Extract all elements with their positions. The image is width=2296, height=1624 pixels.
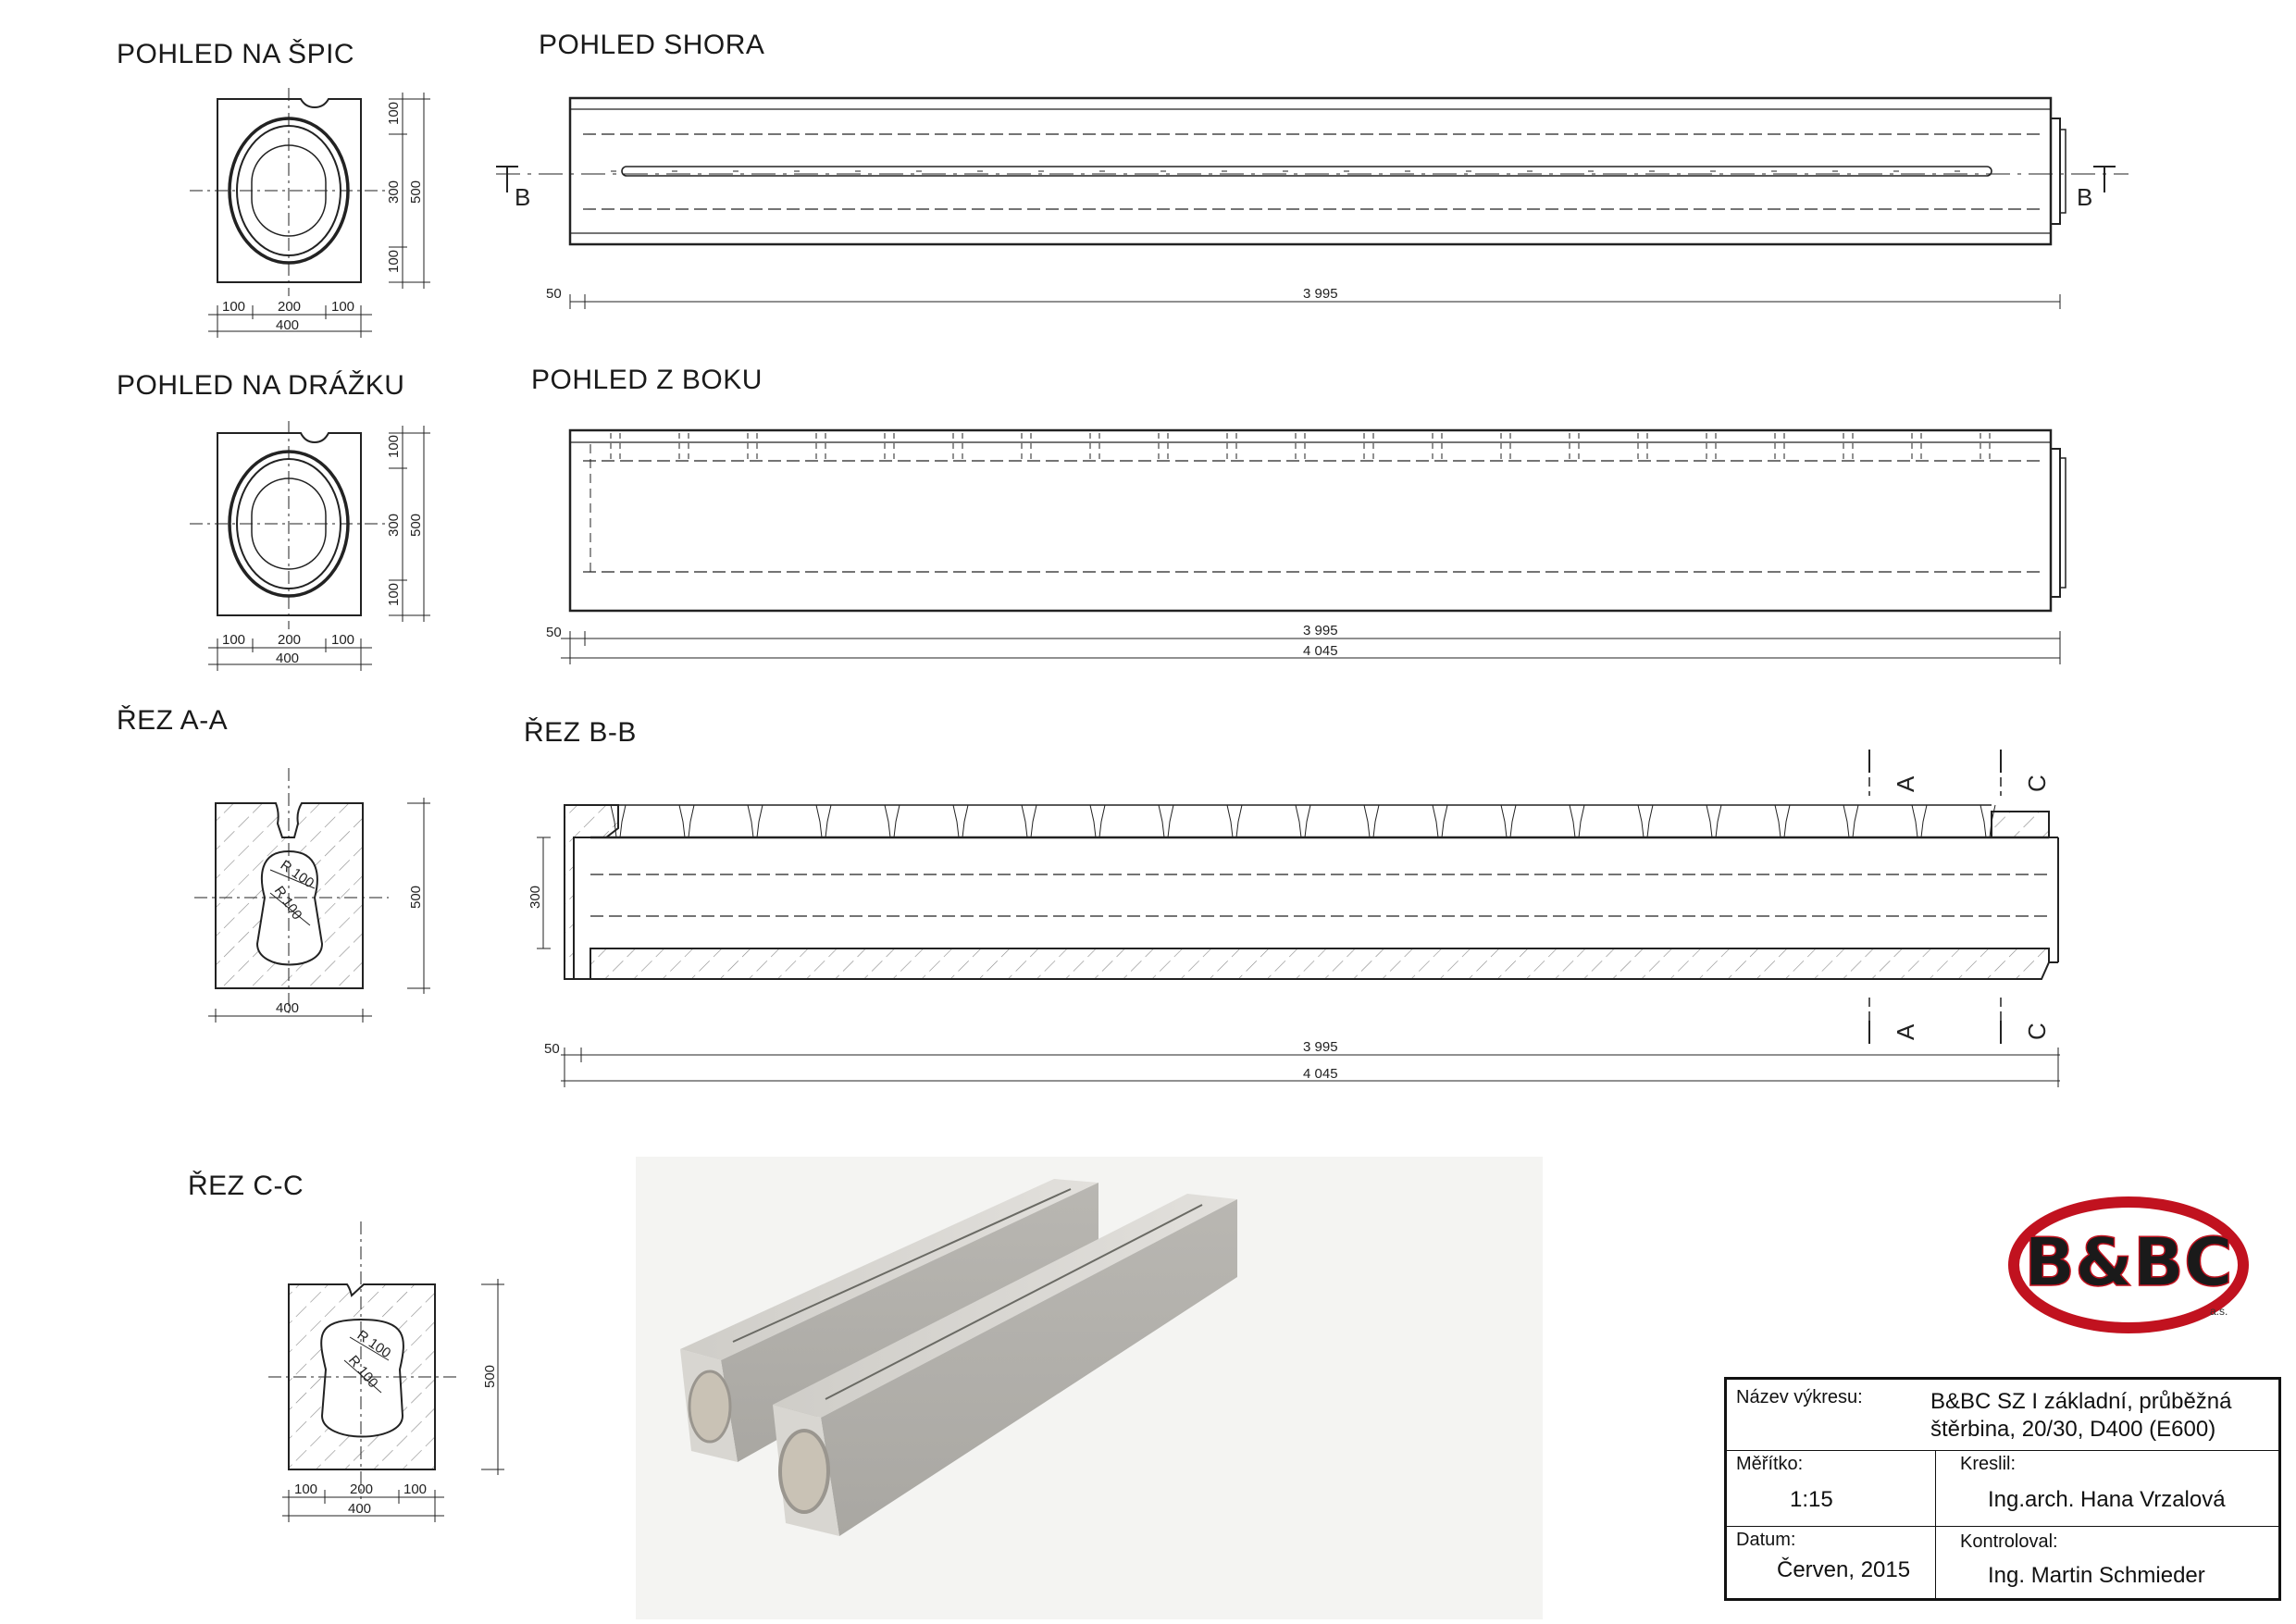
dim-groove-w100-left: 100 [222, 632, 246, 648]
tb-drawn-value: Ing.arch. Hana Vrzalová [1988, 1487, 2226, 1512]
top-dim-3995: 3 995 [1303, 286, 1338, 302]
channel-render-image [636, 1157, 1543, 1619]
tb-date-value: Červen, 2015 [1777, 1557, 1911, 1582]
side-dim-3995: 3 995 [1303, 623, 1338, 638]
top-view-mark-b-left: B [515, 183, 531, 211]
section-bb [537, 750, 2060, 1087]
company-logo [1999, 1189, 2277, 1365]
dim-end-100-bottom: 100 [386, 249, 402, 273]
cc-dim-w200: 200 [350, 1481, 374, 1497]
top-dim-50: 50 [546, 286, 562, 302]
aa-dim-500: 500 [408, 885, 424, 909]
title-block [1724, 1377, 2281, 1601]
dim-groove-100-top: 100 [386, 434, 402, 458]
dim-end-300: 300 [386, 180, 402, 204]
dim-groove-w100-right: 100 [331, 632, 355, 648]
dim-groove-300: 300 [386, 513, 402, 537]
dim-end-100-top: 100 [386, 101, 402, 125]
dim-groove-100-bottom: 100 [386, 582, 402, 606]
tb-drawing-name-label: Název výkresu: [1736, 1387, 1863, 1407]
bb-dim-50: 50 [544, 1041, 560, 1057]
bb-mark-a-bottom: A [1892, 1023, 1919, 1040]
cc-radius-2: R 100 [344, 1352, 381, 1392]
cc-dim-w100-right: 100 [403, 1481, 428, 1497]
bb-mark-a-top: A [1892, 775, 1919, 792]
title-section-bb: ŘEZ B-B [524, 717, 637, 748]
title-end-view-spigot: POHLED NA ŠPIC [117, 39, 355, 69]
logo-graphic [1999, 1189, 2277, 1365]
dim-groove-w200: 200 [278, 632, 302, 648]
logo-text: B&BC [2024, 1223, 2233, 1301]
aa-radius-2: R 100 [270, 883, 305, 924]
tb-scale-label: Měřítko: [1736, 1454, 1804, 1474]
title-section-aa: ŘEZ A-A [117, 705, 229, 736]
dim-end-w400: 400 [276, 317, 300, 333]
cc-radius-1: R 100 [354, 1327, 394, 1362]
dim-groove-500: 500 [408, 513, 424, 537]
dim-groove-w400: 400 [276, 651, 300, 666]
aa-dim-400: 400 [276, 1000, 300, 1016]
aa-radius-1: R 100 [277, 857, 317, 892]
bb-dim-300: 300 [527, 885, 543, 909]
bb-mark-c-bottom: C [2023, 1022, 2051, 1040]
title-top-view: POHLED SHORA [539, 30, 765, 60]
dim-end-w100-left: 100 [222, 299, 246, 315]
tb-drawing-name-line2: štěrbina, 20/30, D400 (E600) [1930, 1417, 2216, 1442]
tb-checked-label: Kontroloval: [1960, 1531, 2058, 1552]
title-end-view-groove: POHLED NA DRÁŽKU [117, 370, 405, 401]
cc-dim-w100-left: 100 [294, 1481, 318, 1497]
side-dim-50: 50 [546, 625, 562, 640]
title-side-view: POHLED Z BOKU [531, 365, 763, 395]
section-aa [194, 768, 430, 1023]
dim-end-500: 500 [408, 180, 424, 204]
top-view-mark-b-right: B [2077, 183, 2093, 211]
tb-drawn-label: Kreslil: [1960, 1454, 2017, 1474]
top-view [496, 98, 2128, 309]
tb-drawing-name-line1: B&BC SZ I základní, průběžná [1930, 1389, 2232, 1414]
bb-dim-3995: 3 995 [1303, 1039, 1338, 1055]
bb-dim-4045: 4 045 [1303, 1066, 1338, 1082]
side-dim-4045: 4 045 [1303, 643, 1338, 659]
tb-scale-value: 1:15 [1790, 1487, 1833, 1512]
cc-dim-w400: 400 [348, 1501, 372, 1517]
dim-end-w200: 200 [278, 299, 302, 315]
bb-mark-c-top: C [2023, 774, 2051, 792]
section-cc [268, 1221, 504, 1522]
logo-suffix: a.s. [2210, 1305, 2228, 1318]
dim-end-w100-right: 100 [331, 299, 355, 315]
title-section-cc: ŘEZ C-C [188, 1171, 304, 1201]
tb-date-label: Datum: [1736, 1530, 1796, 1550]
product-render [636, 1157, 1543, 1619]
cc-dim-500: 500 [482, 1364, 498, 1388]
tb-checked-value: Ing. Martin Schmieder [1988, 1563, 2205, 1588]
